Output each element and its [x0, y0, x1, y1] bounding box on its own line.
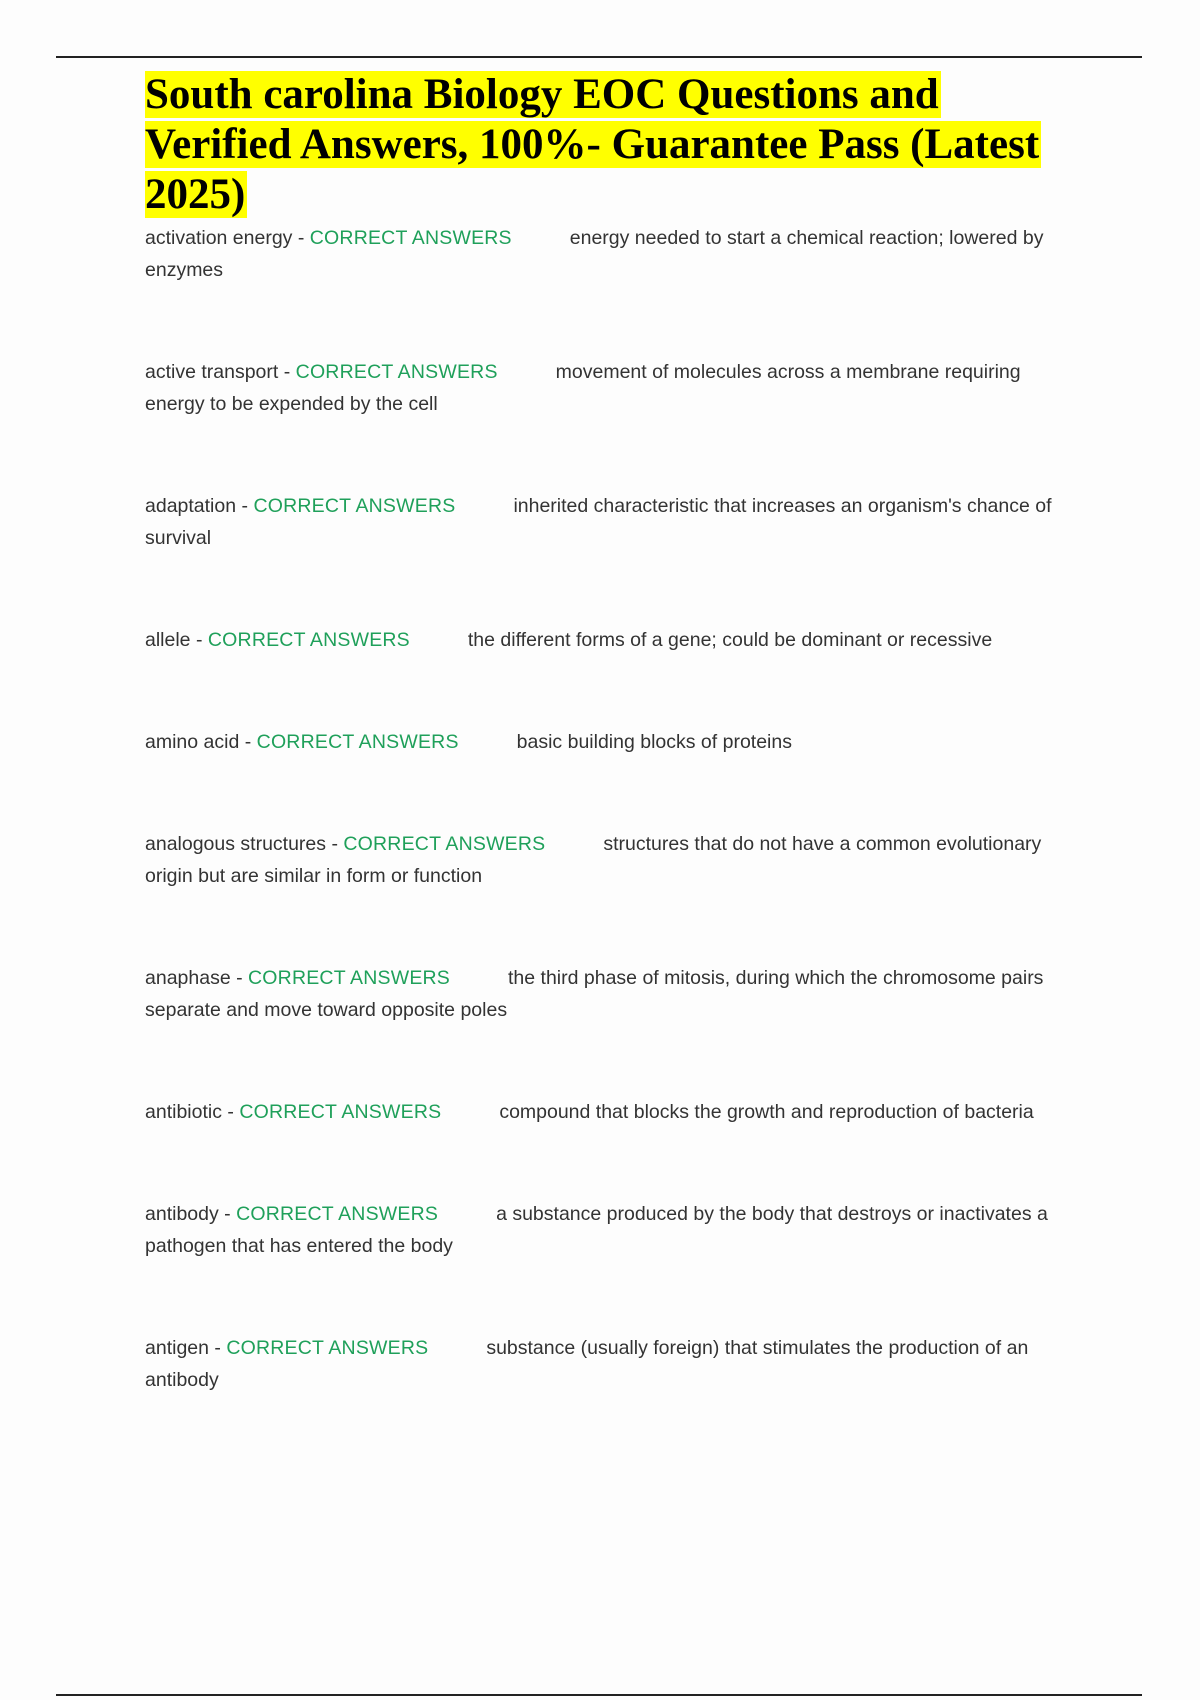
correct-answers-tag: CORRECT ANSWERS	[309, 227, 512, 249]
glossary-entry	[145, 1332, 1075, 1396]
correct-answers-tag: CORRECT ANSWERS	[226, 1337, 429, 1359]
correct-answers-tag: CORRECT ANSWERS	[343, 833, 546, 855]
bottom-rule	[56, 1694, 1142, 1696]
entry-term: amino acid	[145, 731, 240, 753]
correct-answers-tag: CORRECT ANSWERS	[253, 495, 456, 517]
entry-definition: compound that blocks the growth and reproduction of bacteria	[499, 1101, 1034, 1123]
entry-term: antibody	[145, 1203, 219, 1225]
glossary-entry	[145, 1096, 1075, 1128]
glossary-entry	[145, 1198, 1075, 1262]
entry-separator: -	[278, 361, 296, 383]
glossary-entry	[145, 962, 1075, 1026]
entry-definition: energy needed to start a chemical reaction; lowered by enzymes	[145, 227, 1044, 281]
correct-answers-tag: CORRECT ANSWERS	[256, 731, 459, 753]
entry-separator: -	[326, 833, 344, 855]
entry-term: analogous structures	[145, 833, 327, 855]
document-title-text: South carolina Biology EOC Questions and Verified Answers, 100%- Guarantee Pass (Latest 2025)	[145, 71, 1040, 218]
glossary-entry	[145, 222, 1075, 286]
glossary-entry	[145, 356, 1075, 420]
entry-definition: structures that do not have a common evolutionary origin but are similar in form or function	[145, 833, 1042, 887]
entry-definition: a substance produced by the body that destroys or inactivates a pathogen that has entered the body	[145, 1203, 1048, 1257]
entry-separator: -	[292, 227, 310, 249]
entry-separator: -	[236, 495, 254, 517]
entry-separator: -	[218, 1203, 237, 1225]
entry-term: antibiotic	[145, 1101, 222, 1123]
top-rule	[56, 56, 1142, 58]
entry-term: antigen	[145, 1337, 209, 1359]
correct-answers-tag: CORRECT ANSWERS	[207, 629, 410, 651]
entry-term: active transport	[145, 361, 279, 383]
entry-definition: basic building blocks of proteins	[516, 731, 792, 753]
glossary-entry	[145, 624, 1075, 656]
entry-term: activation energy	[145, 227, 293, 249]
entry-separator: -	[190, 629, 208, 651]
correct-answers-tag: CORRECT ANSWERS	[239, 1101, 442, 1123]
entry-term: anaphase	[145, 967, 231, 989]
entry-definition: inherited characteristic that increases an organism's chance of survival	[145, 495, 1052, 549]
entry-separator: -	[230, 967, 249, 989]
entry-definition: substance (usually foreign) that stimulates the production of an antibody	[145, 1337, 1029, 1391]
entry-separator: -	[239, 731, 257, 753]
entry-term: adaptation	[145, 495, 237, 517]
entry-separator: -	[221, 1101, 240, 1123]
document-title	[145, 70, 1075, 220]
glossary-entry	[145, 490, 1075, 554]
entry-definition: the third phase of mitosis, during which the chromosome pairs separate and move toward opposite poles	[145, 967, 1044, 1021]
correct-answers-tag: CORRECT ANSWERS	[295, 361, 498, 383]
glossary-entry	[145, 828, 1075, 892]
entry-definition: movement of molecules across a membrane requiring energy to be expended by the cell	[145, 361, 1021, 415]
correct-answers-tag: CORRECT ANSWERS	[248, 967, 451, 989]
glossary-list	[145, 222, 1075, 1396]
correct-answers-tag: CORRECT ANSWERS	[236, 1203, 439, 1225]
document-page	[145, 70, 1075, 1396]
entry-separator: -	[208, 1337, 227, 1359]
entry-term: allele	[145, 629, 191, 651]
entry-definition: the different forms of a gene; could be dominant or recessive	[467, 629, 993, 651]
glossary-entry	[145, 726, 1075, 758]
